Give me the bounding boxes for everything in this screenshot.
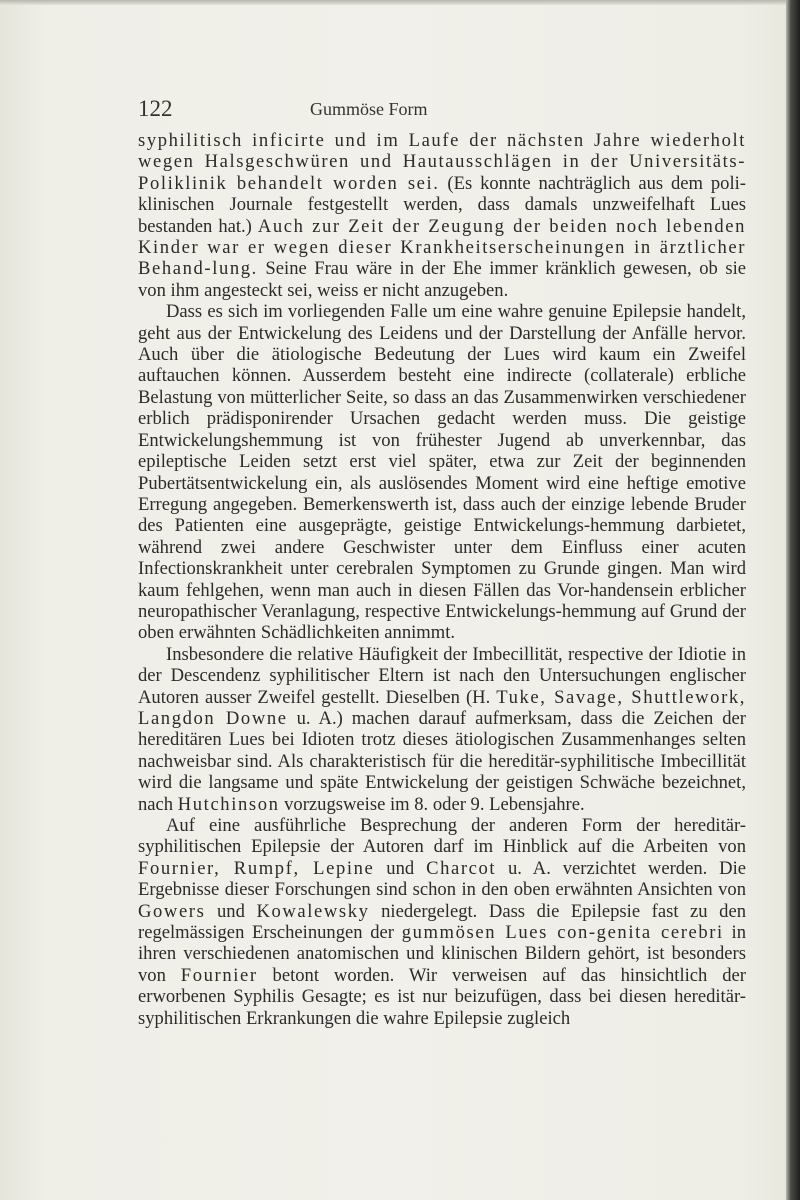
text-run: und	[205, 900, 257, 922]
text-run: u. A.) machen darauf aufmerksam, dass die Zeichen der hereditären Lues bei Idioten trotz dieses ätiologischen Zusammenhanges selten nachweisbar sind. Als charakteristisch für die hereditär-syphilitische Imbecillität wird die langsame und späte Entwickelung der geistigen Schwäche bezeichnet, nach	[138, 707, 746, 815]
text-run: Auf eine ausführliche Besprechung der anderen Form der hereditär-syphilitischen Epilepsie der Autoren darf im Hinblick auf die Arbeiten von	[138, 815, 746, 858]
paragraph	[138, 644, 746, 815]
text-run: in ihren verschiedenen anatomischen und klinischen Bildern gehört, ist besonders von	[138, 922, 746, 986]
text-run: u. A. verzichtet werden. Die Ergebnisse dieser Forschungen sind schon in den oben erwähnten Ansichten von	[138, 857, 746, 901]
text-run: vorzugsweise im 8. oder 9. Lebensjahre.	[279, 793, 585, 815]
text-run: Seine Frau wäre in der Ehe immer kränklich gewesen, ob sie von ihm angesteckt sei, weiss er nicht anzugeben.	[138, 258, 746, 301]
emphasized-text: Charcot	[426, 857, 497, 879]
emphasized-text: Tuke, Savage, Shuttlework, Langdon Downe	[138, 686, 746, 729]
body-text	[138, 130, 746, 1029]
binding-edge	[786, 0, 800, 1200]
emphasized-text: Auch zur Zeit der Zeugung der beiden noch lebenden Kinder war er wegen dieser Krankheitserscheinungen in ärztlicher Behand-lung.	[138, 215, 747, 280]
paragraph	[138, 301, 746, 644]
page-number: 122	[138, 96, 173, 121]
text-run: Insbesondere die relative Häufigkeit der Imbecillität, respective der Idiotie in der Descendenz syphilitischer Eltern ist nach den Untersuchungen englischer Autoren ausser Zweifel gestellt. Dieselben (H.	[138, 643, 746, 708]
paragraph	[138, 130, 746, 301]
running-title: Gummöse Form	[310, 99, 428, 119]
text-run: (Es konnte nachträglich aus dem poli-klinischen Journale festgestellt werden, dass damals unzweifelhaft Lues bestanden hat.)	[138, 172, 746, 237]
paragraph	[138, 815, 746, 1029]
page-top-edge	[0, 0, 786, 5]
emphasized-text: Fournier	[180, 964, 258, 986]
page-header	[138, 96, 718, 126]
emphasized-text: Gowers	[138, 900, 206, 922]
emphasized-text: Kowalewsky	[256, 900, 370, 922]
text-run: und	[374, 857, 427, 879]
emphasized-text: Hutchinson	[177, 793, 280, 815]
text-run: betont worden. Wir verweisen auf das hinsichtlich der erworbenen Syphilis Gesagte; es ist nur beizufügen, dass bei diesen hereditär-syphilitischen Erkrankungen die wahre Epilepsie zugleich	[138, 964, 746, 1029]
emphasized-text: syphilitisch inficirte und im Laufe der nächsten Jahre wiederholt wegen Halsgeschwüren und Hautausschlägen in der Universitäts-Poliklinik behandelt worden sei.	[138, 130, 746, 194]
text-run: Dass es sich im vorliegenden Falle um eine wahre genuine Epilepsie handelt, geht aus der Entwickelung des Leidens und der Darstellung der Anfälle hervor. Auch über die ätiologische Bedeutung der Lues wird kaum ein Zweifel auftauchen können. Ausserdem besteht eine indirecte (collaterale) erbliche Belastung von mütterlicher Seite, so dass an das Zusammenwirken verschiedener erblich prädisponirender Ursachen gedacht werden muss. Die geistige Entwickelungshemmung ist von frühester Jugend ab unverkennbar, das epileptische Leiden setzt erst viel später, etwa zur Zeit der beginnenden Pubertätsentwickelung ein, als auslösendes Moment wird eine heftige emotive Erregung angegeben. Bemerkenswerth ist, dass auch der einzige lebende Bruder des Patienten eine ausgeprägte, geistige Entwickelungs-hemmung darbietet, während zwei andere Geschwister unter dem Einfluss einer acuten Infectionskrankheit unter cerebralen Symptomen zu Grunde gingen. Man wird kaum fehlgehen, wenn man auch in diesen Fällen das Vor-handensein erblicher neuropathischer Veranlagung, respective Entwickelungs-hemmung auf Grund der oben erwähnten Schädlichkeiten annimmt.	[138, 301, 746, 644]
text-run: niedergelegt. Dass die Epilepsie fast zu den regelmässigen Erscheinungen der	[138, 900, 747, 944]
emphasized-text: gummösen Lues con-genita cerebri	[401, 922, 724, 944]
emphasized-text: Fournier, Rumpf, Lepine	[138, 857, 375, 879]
